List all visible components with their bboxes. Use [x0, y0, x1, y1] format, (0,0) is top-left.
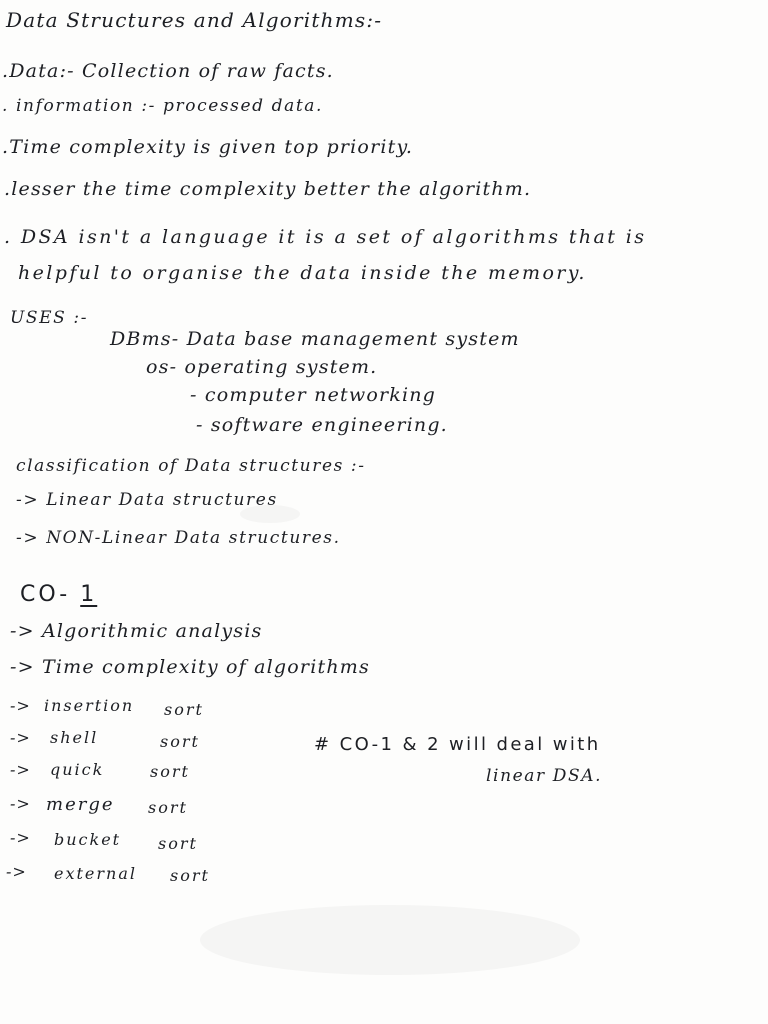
note-line-time-complexity-priority: .Time complexity is given top priority.: [2, 136, 414, 158]
note-line-information-definition: . information :- processed data.: [2, 96, 324, 116]
sort-name-insertion: insertion: [44, 696, 135, 715]
co1-number: 1: [80, 582, 98, 607]
sort-arrow: ->: [10, 728, 31, 747]
classification-item-linear: -> Linear Data structures: [16, 490, 278, 510]
uses-item-os: os- operating system.: [146, 356, 378, 378]
co1-topic-time-complexity: -> Time complexity of algorithms: [10, 656, 370, 678]
sort-word: sort: [150, 762, 190, 781]
sort-arrow: ->: [10, 760, 31, 779]
sort-word: sort: [148, 798, 188, 817]
co-note-line: # CO-1 & 2 will deal with: [314, 734, 601, 755]
paper-smudge: [200, 905, 580, 975]
note-line-dsa-definition: . DSA isn't a language it is a set of algorithms that is: [4, 226, 647, 248]
sort-name-bucket: bucket: [54, 830, 122, 849]
page-title: Data Structures and Algorithms:-: [6, 8, 383, 32]
sort-name-shell: shell: [50, 728, 99, 747]
sort-name-quick: quick: [50, 760, 105, 779]
sort-arrow: ->: [10, 696, 31, 715]
classification-heading: classification of Data structures :-: [16, 456, 366, 476]
sort-arrow: ->: [6, 862, 27, 881]
sort-word: sort: [158, 834, 198, 853]
co1-heading: [20, 582, 97, 607]
co1-topic-algorithmic-analysis: -> Algorithmic analysis: [10, 620, 263, 642]
note-line-lesser-time-complexity: .lesser the time complexity better the algorithm.: [4, 178, 532, 200]
uses-heading: USES :-: [10, 308, 89, 328]
sort-word: sort: [164, 700, 204, 719]
uses-item-dbms: DBms- Data base management system: [110, 328, 520, 350]
uses-item-software-engineering: - software engineering.: [196, 414, 448, 436]
sort-word: sort: [170, 866, 210, 885]
co-note-line-continued: linear DSA.: [486, 766, 603, 786]
sort-arrow: ->: [10, 828, 31, 847]
classification-item-non-linear: -> NON-Linear Data structures.: [16, 528, 341, 548]
note-line-dsa-definition-continued: helpful to organise the data inside the memory.: [18, 262, 587, 284]
sort-name-external: external: [54, 864, 137, 883]
uses-item-computer-networking: - computer networking: [190, 384, 437, 406]
note-line-data-definition: .Data:- Collection of raw facts.: [2, 60, 334, 82]
sort-name-merge: merge: [46, 794, 115, 815]
sort-word: sort: [160, 732, 200, 751]
sort-arrow: ->: [10, 794, 31, 813]
co1-label: CO-: [20, 582, 71, 607]
